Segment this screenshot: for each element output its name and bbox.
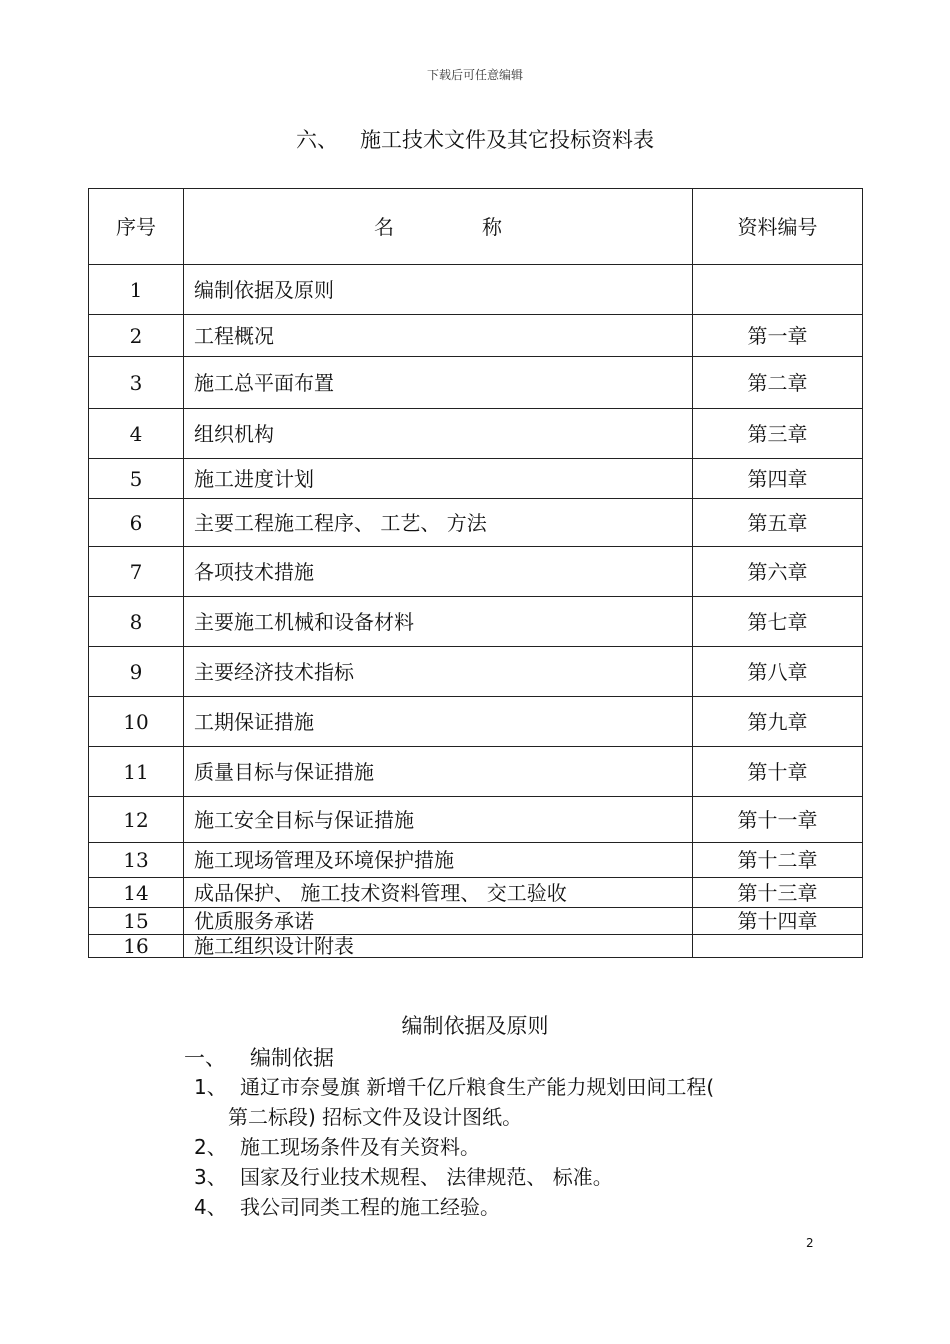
row-index: 16	[89, 935, 184, 958]
row-name: 施工进度计划	[184, 459, 693, 499]
subsection-title: 编制依据	[250, 1046, 334, 1070]
table-row	[89, 597, 863, 647]
row-index: 6	[89, 499, 184, 547]
list-item	[194, 1132, 834, 1162]
row-code: 第七章	[693, 597, 863, 647]
header-index: 序号	[89, 189, 184, 265]
table-row	[89, 499, 863, 547]
row-index: 12	[89, 797, 184, 843]
row-code: 第二章	[693, 357, 863, 409]
list-item-number: 2、	[194, 1135, 227, 1159]
list-item-text: 通辽市奈曼旗 新增千亿斤粮食生产能力规划田间工程(	[240, 1075, 715, 1099]
row-code: 第十四章	[693, 908, 863, 935]
row-code: 第九章	[693, 697, 863, 747]
row-name: 主要工程施工程序、 工艺、 方法	[184, 499, 693, 547]
row-index: 4	[89, 409, 184, 459]
header-code: 资料编号	[693, 189, 863, 265]
row-code: 第十三章	[693, 878, 863, 908]
row-name: 主要施工机械和设备材料	[184, 597, 693, 647]
row-name: 优质服务承诺	[184, 908, 693, 935]
list-item	[194, 1072, 834, 1102]
title-number: 六、	[296, 128, 338, 152]
row-name: 施工总平面布置	[184, 357, 693, 409]
row-index: 15	[89, 908, 184, 935]
title-text: 施工技术文件及其它投标资料表	[360, 128, 654, 152]
subsection-number: 一、	[184, 1046, 226, 1070]
row-code: 第一章	[693, 315, 863, 357]
section-title: 编制依据及原则	[401, 1014, 549, 1038]
row-name: 成品保护、 施工技术资料管理、 交工验收	[184, 878, 693, 908]
row-index: 1	[89, 265, 184, 315]
list-item-text: 第二标段) 招标文件及设计图纸。	[228, 1105, 523, 1129]
table-row	[89, 878, 863, 908]
table-row	[89, 843, 863, 878]
row-code: 第六章	[693, 547, 863, 597]
table-row	[89, 409, 863, 459]
row-code: 第十二章	[693, 843, 863, 878]
row-code	[693, 265, 863, 315]
header-note: 下载后可任意编辑	[426, 68, 523, 82]
page-number: 2	[806, 1236, 814, 1250]
table-row	[89, 459, 863, 499]
list-item-number: 1、	[194, 1075, 227, 1099]
document-title	[0, 124, 950, 154]
table-row	[89, 697, 863, 747]
row-code: 第四章	[693, 459, 863, 499]
table-header-row	[89, 189, 863, 265]
row-name: 编制依据及原则	[184, 265, 693, 315]
row-index: 14	[89, 878, 184, 908]
table-row	[89, 935, 863, 958]
document-index-table	[88, 188, 863, 958]
list-item	[194, 1162, 834, 1192]
table-row	[89, 647, 863, 697]
list-item-text: 施工现场条件及有关资料。	[240, 1135, 480, 1159]
row-name: 施工安全目标与保证措施	[184, 797, 693, 843]
row-index: 8	[89, 597, 184, 647]
table-row	[89, 315, 863, 357]
row-name: 工期保证措施	[184, 697, 693, 747]
table-row	[89, 747, 863, 797]
row-name: 施工组织设计附表	[184, 935, 693, 958]
list-item-number: 4、	[194, 1195, 227, 1219]
row-code: 第十章	[693, 747, 863, 797]
row-name: 各项技术措施	[184, 547, 693, 597]
header-name-part1: 名	[374, 214, 394, 239]
table-row	[89, 357, 863, 409]
row-code	[693, 935, 863, 958]
row-code: 第八章	[693, 647, 863, 697]
list-item	[194, 1192, 834, 1222]
row-index: 2	[89, 315, 184, 357]
list-item-text: 国家及行业技术规程、 法律规范、 标准。	[240, 1165, 613, 1189]
row-index: 3	[89, 357, 184, 409]
row-code: 第五章	[693, 499, 863, 547]
list-item	[194, 1102, 834, 1132]
row-name: 施工现场管理及环境保护措施	[184, 843, 693, 878]
row-name: 组织机构	[184, 409, 693, 459]
row-code: 第十一章	[693, 797, 863, 843]
table-row	[89, 797, 863, 843]
table-row	[89, 908, 863, 935]
row-name: 质量目标与保证措施	[184, 747, 693, 797]
row-index: 10	[89, 697, 184, 747]
row-index: 7	[89, 547, 184, 597]
subsection-heading	[184, 1042, 334, 1072]
row-name: 工程概况	[184, 315, 693, 357]
list-item-number: 3、	[194, 1165, 227, 1189]
header-name	[184, 189, 693, 265]
list-item-text: 我公司同类工程的施工经验。	[240, 1195, 500, 1219]
table-row	[89, 547, 863, 597]
row-index: 11	[89, 747, 184, 797]
row-index: 13	[89, 843, 184, 878]
header-name-part2: 称	[482, 214, 502, 239]
table-row	[89, 265, 863, 315]
basis-list	[194, 1072, 834, 1222]
row-code: 第三章	[693, 409, 863, 459]
row-index: 9	[89, 647, 184, 697]
row-name: 主要经济技术指标	[184, 647, 693, 697]
row-index: 5	[89, 459, 184, 499]
